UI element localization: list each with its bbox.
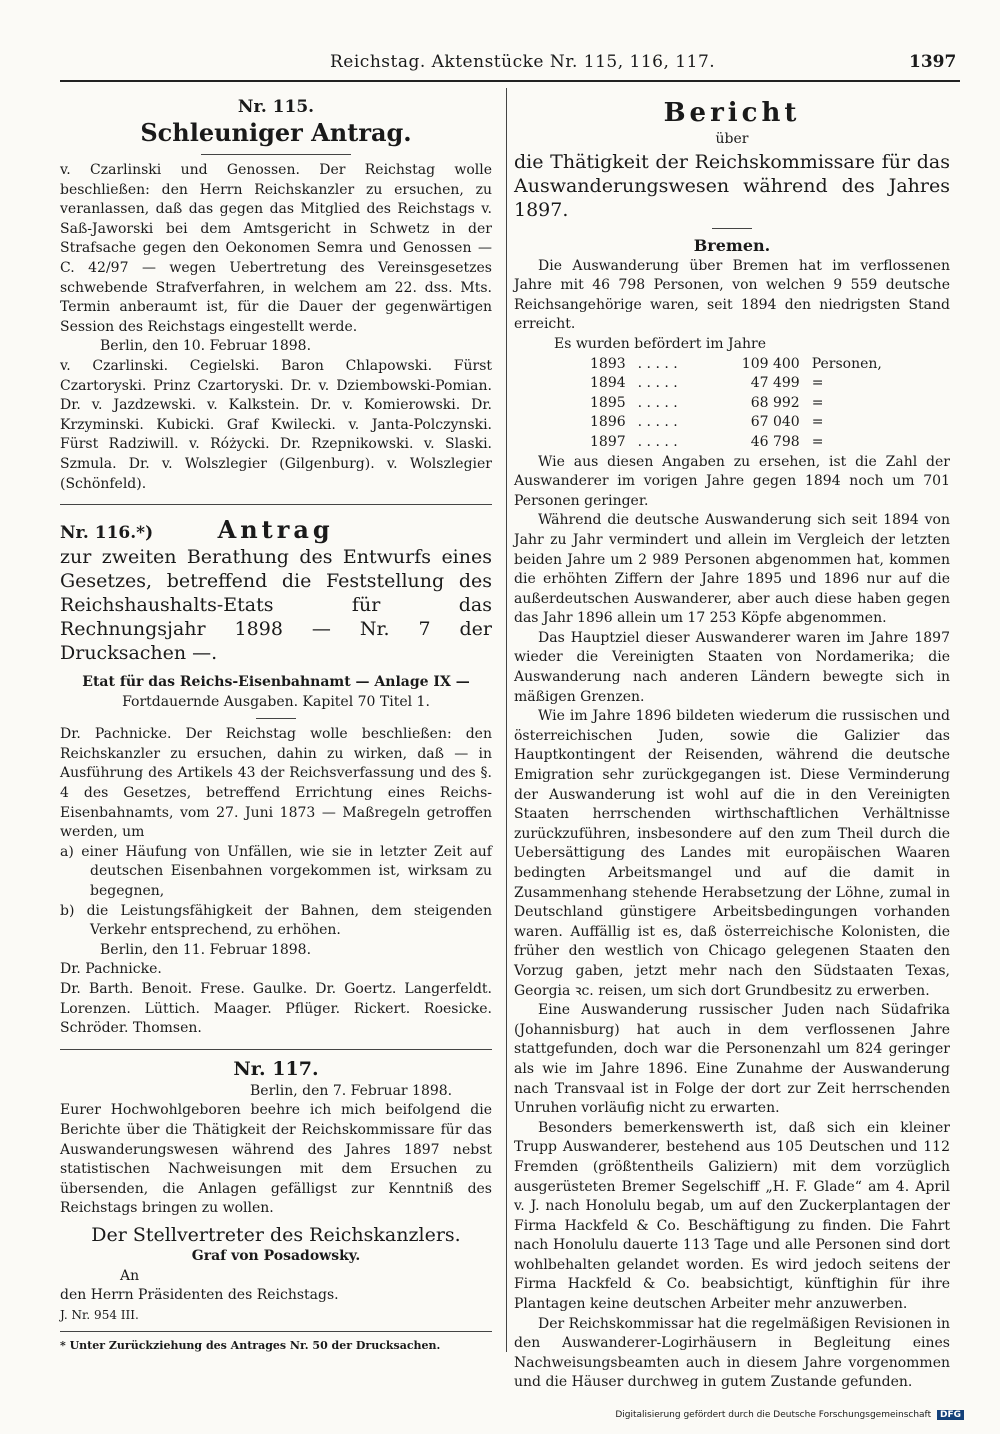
dots-cell: . . . . .	[637, 375, 678, 392]
report-title: Bericht	[663, 98, 801, 128]
paragraph-7: Besonders bemerkenswerth ist, daß sich ein kleiner Trupp Auswanderer, bestehend aus 105 Deutschen und 112 Fremden (größtentheils Galiziern) mit dem vorzüglich ausgerüsteten Bremer Segelschiff „H. F. Glade“ am 4. April v. J. nach Honolulu begab, um auf den Zuckerplantagen der Firma Hackfeld & Co. Beschäftigung zu finden. Die Fahrt nach Honolulu dauerte 113 Tage und alle Personen sind dort wohlbehalten gelandet worden. Es wird jedoch seitens der Firma Hackfeld & Co. beabsichtigt, künftighin für ihre Plantagen keine deutschen Arbeiter mehr anzuwerben.	[514, 1119, 950, 1313]
nr116-heading	[60, 515, 492, 545]
nr116-date: Berlin, den 11. Februar 1898.	[100, 941, 312, 958]
divider	[60, 504, 492, 505]
report-subtitle: die Thätigkeit der Reichskommissare für das Auswanderungswesen während des Jahres 1897.	[514, 150, 950, 221]
dots-cell: . . . . .	[637, 433, 678, 450]
emigration-table	[584, 355, 888, 453]
value-cell: 47 499	[750, 375, 800, 392]
paragraph-4: Das Hauptziel dieser Auswanderer waren im Jahre 1897 wieder die Vereinigten Staaten von Nordamerika; die Auswanderung nach anderen Ländern bewegte sich in mäßigen Grenzen.	[514, 629, 950, 705]
unit-cell: =	[811, 414, 824, 431]
report-ueber: über	[715, 131, 749, 147]
value-cell: 46 798	[750, 433, 800, 450]
unit-cell: =	[811, 375, 824, 392]
table-row	[584, 355, 888, 375]
divider	[60, 1331, 492, 1332]
nr116-title: Antrag	[217, 515, 334, 545]
nr116-item-b: b) die Leistungsfähigkeit der Bahnen, dem steigenden Verkehr entsprechend, zu erhöhen.	[60, 902, 492, 939]
value-cell: 109 400	[741, 355, 800, 372]
paragraph-8: Der Reichskommissar hat die regelmäßigen Revisionen in den Auswanderer-Logirhäusern in Begleitung eines Nachweisungsbeamten auch in diesem Jahre vorgenommen und die Häuser durchweg in gutem Zustande gefunden.	[514, 1315, 950, 1391]
paragraph-6: Eine Auswanderung russischer Juden nach Südafrika (Johannisburg) hat auch in dem verflossenen Jahre stattgefunden, doch war die Personenzahl um 824 geringer als wie im Jahre 1896. Eine Zunahme der Auswanderung nach Transvaal ist in Folge der dort zur Zeit herrschenden Unruhen vorläufig nicht zu erwarten.	[514, 1002, 950, 1117]
nr117-reference: J. Nr. 954 III.	[60, 1307, 139, 1322]
dots-cell: . . . . .	[637, 355, 678, 372]
paragraph-1: Die Auswanderung über Bremen hat im verflossenen Jahre mit 46 798 Personen, von welchen 9 559 deutsche Reichsangehörige waren, seit 1894 den niedrigsten Stand erreicht.	[514, 257, 950, 333]
unit-cell: =	[811, 394, 824, 411]
nr115-signers: v. Czarlinski. Cegielski. Baron Chlapowski. Fürst Czartoryski. Prinz Czartoryski. Dr. v. Dziembowski-Pomian. Dr. v. Jazdzewski. v. Kalkstein. Dr. v. Komierowski. Dr. Krzyminski. Kubicki. Graf Kwilecki. v. Janta-Polczynski. Fürst Radziwill. v. Różycki. Dr. Rzepnikowski. v. Slaski. Szmula. Dr. v. Wolszlegier (Gilgenburg). v. Wolszlegier (Schönfeld).	[60, 357, 492, 492]
column-divider	[506, 88, 507, 1352]
footnote: * Unter Zurückziehung des Antrages Nr. 50 der Drucksachen.	[60, 1339, 441, 1353]
table-intro: Es wurden befördert im Jahre	[554, 335, 766, 352]
unit-cell: Personen,	[811, 355, 882, 372]
year-cell: 1893	[590, 355, 626, 372]
year-cell: 1896	[590, 414, 626, 431]
left-column	[60, 96, 492, 1353]
table-row	[584, 413, 888, 433]
paragraph-3: Während die deutsche Auswanderung sich seit 1894 von Jahr zu Jahr vermindert und allein im Vergleich der letzten beiden Jahre um 2 989 Personen abgenommen hat, kommen die erhöhten Ziffern der Jahre 1895 und 1896 nur auf die außerdeutschen Auswanderer, aber auch diese haben gegen das Jahr 1896 allein um 17 253 Köpfe abgenommen.	[514, 512, 950, 627]
header-rule	[60, 80, 960, 82]
dfg-logo: DFG	[937, 1410, 964, 1420]
section-heading: Bremen.	[693, 235, 771, 255]
paragraph-2: Wie aus diesen Angaben zu ersehen, ist die Zahl der Auswanderer im vorigen Jahre gegen 1894 noch um 701 Personen geringer.	[514, 453, 950, 509]
nr116-signers: Dr. Barth. Benoit. Frese. Gaulke. Dr. Goertz. Langerfeldt. Lorenzen. Lüttich. Maager. Pflüger. Rickert. Roesicke. Schröder. Thomsen.	[60, 981, 492, 1037]
nr117-address: den Herrn Präsidenten des Reichstags.	[60, 1287, 339, 1304]
nr116-number: Nr. 116.*)	[60, 523, 154, 544]
divider	[201, 154, 351, 155]
value-cell: 67 040	[750, 414, 800, 431]
year-cell: 1897	[590, 433, 626, 450]
unit-cell: =	[811, 433, 824, 450]
year-cell: 1894	[590, 375, 626, 392]
nr116-item-a: a) einer Häufung von Unfällen, wie sie in letzter Zeit auf deutschen Eisenbahnen vorgekommen ist, wirksam zu begegnen,	[60, 843, 492, 900]
table-row	[584, 374, 888, 394]
dots-cell: . . . . .	[637, 414, 678, 431]
running-title: Reichstag. Aktenstücke Nr. 115, 116, 117.	[330, 52, 716, 72]
divider	[256, 718, 296, 719]
nr115-title: Schleuniger Antrag.	[140, 118, 412, 147]
nr116-signer: Dr. Pachnicke.	[60, 961, 162, 978]
nr116-etat: Etat für das Reichs-Eisenbahnamt — Anlage IX —	[82, 674, 470, 691]
nr116-intro: Dr. Pachnicke. Der Reichstag wolle beschließen: den Reichskanzler zu ersuchen, dahin zu wirken, daß — in Ausführung des Artikels 43 der Reichsverfassung und des §. 4 des Gesetzes, betreffend Errichtung eines Reichs-Eisenbahnamts, vom 27. Juni 1873 — Maßregeln getroffen werden, um	[60, 726, 492, 841]
dots-cell: . . . . .	[637, 394, 678, 411]
nr117-closing: Der Stellvertreter des Reichskanzlers.	[91, 1223, 461, 1246]
right-column	[514, 96, 950, 1393]
table-row	[584, 394, 888, 414]
value-cell: 68 992	[750, 394, 800, 411]
digitization-credit	[615, 1410, 964, 1420]
page-number: 1397	[909, 52, 957, 72]
nr117-address-an: An	[120, 1267, 140, 1284]
paragraph-5: Wie im Jahre 1896 bildeten wiederum die russischen und österreichischen Juden, sowie die Galizier das Hauptkontingent der Reisenden, während die deutsche Emigration sehr zurückgegangen ist. Diese Verminderung der Auswanderung ist wohl auf die in den Vereinigten Staaten herrschenden wirthschaftlichen Verhältnisse zurückzuführen, insbesondere auf den zum Theil durch die Uebersättigung des Landes mit europäischen Waaren bedingten Arbeitsmangel und auf die damit in Zusammenhang stehende Herabsetzung der Löhne, zumal in Deutschland günstigere Arbeitsbedingungen vorhanden waren. Auffällig ist es, daß österreichische Kolonisten, die früher den westlich von Chicago gelegenen Staaten den Vorzug gaben, jetzt mehr nach den Südstaaten Texas, Georgia ꝛc. reisen, um sich dort Grundbesitz zu erwerben.	[514, 708, 950, 999]
nr117-signer: Graf von Posadowsky.	[191, 1247, 361, 1264]
nr115-number: Nr. 115.	[237, 97, 315, 117]
divider	[712, 228, 752, 229]
credit-text: Digitalisierung gefördert durch die Deutsche Forschungsgemeinschaft	[615, 1410, 932, 1420]
nr115-body: v. Czarlinski und Genossen. Der Reichstag wolle beschließen: den Herrn Reichskanzler zu ersuchen, zu veranlassen, daß das gegen das Mitglied des Reichstags v. Saß-Jaworski bei dem Amtsgericht in Schwetz in der Strafsache gegen den Oekonomen Semra und Genossen — C. 42/97 — wegen Uebertretung des Vereinsgesetzes schwebende Strafverfahren, in welchem am 22. dss. Mts. Termin anberaumt ist, für die Dauer der gegenwärtigen Session des Reichstags eingestellt werde.	[60, 162, 492, 335]
year-cell: 1895	[590, 394, 626, 411]
table-row	[584, 433, 888, 453]
nr115-date: Berlin, den 10. Februar 1898.	[100, 338, 312, 355]
nr116-subtitle: zur zweiten Berathung des Entwurfs eines Gesetzes, betreffend die Feststellung des Reichshaushalts-Etats für das Rechnungsjahr 1898 — Nr. 7 der Drucksachen —.	[60, 546, 492, 665]
nr117-body: Eurer Hochwohlgeboren beehre ich mich beifolgend die Berichte über die Thätigkeit der Reichskommissare für das Auswanderungswesen während des Jahres 1897 nebst statistischen Nachweisungen mit dem Ersuchen zu übersenden, die Anlagen gefälligst zur Kenntniß des Reichstags bringen zu wollen.	[60, 1102, 492, 1217]
nr116-etat-chapter: Fortdauernde Ausgaben. Kapitel 70 Titel 1.	[122, 693, 430, 710]
nr117-date: Berlin, den 7. Februar 1898.	[250, 1082, 453, 1099]
divider	[60, 1049, 492, 1050]
nr117-number: Nr. 117.	[233, 1057, 319, 1080]
